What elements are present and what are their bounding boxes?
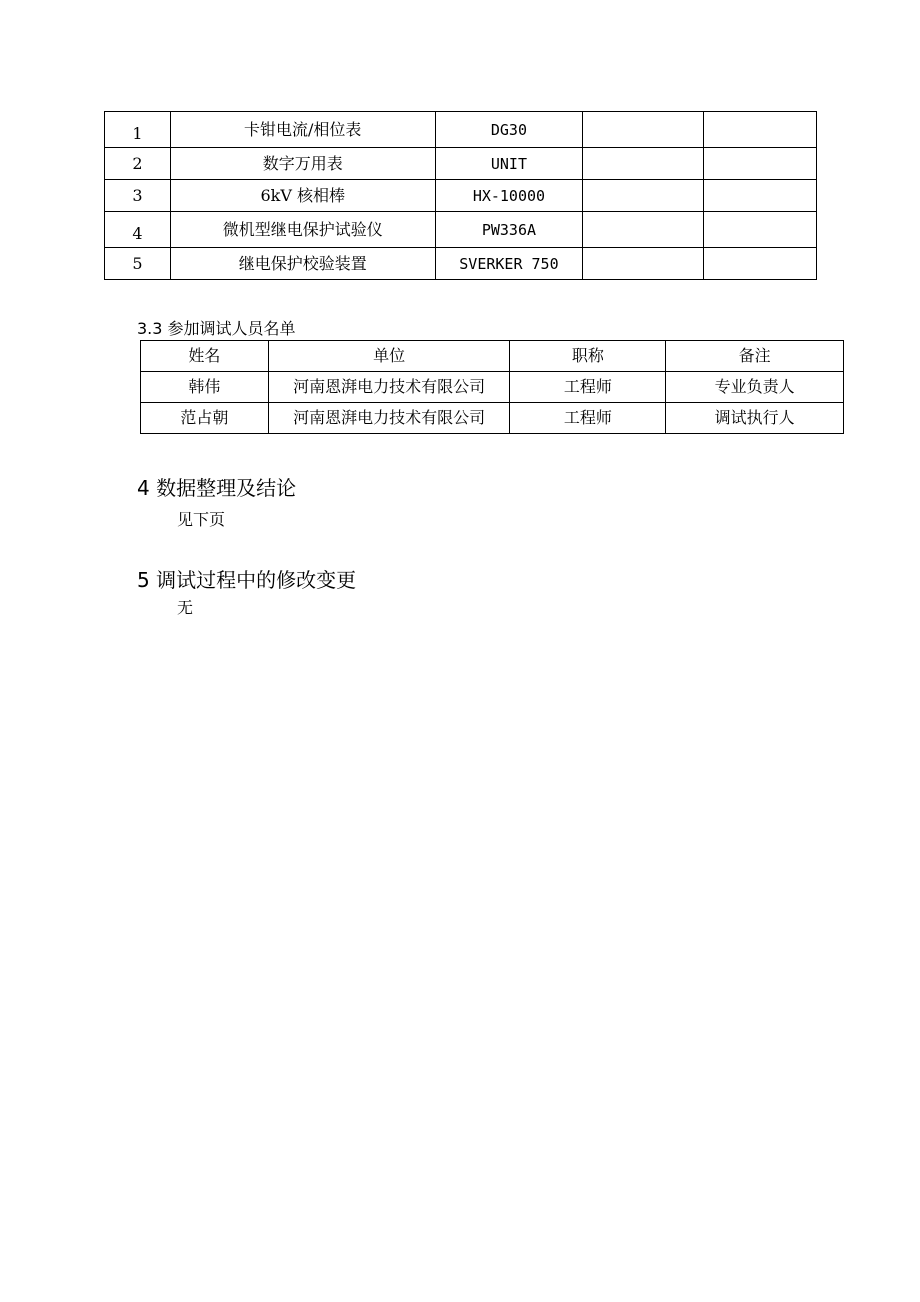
equipment-cell-empty: [704, 112, 817, 148]
equipment-cell-empty: [583, 112, 704, 148]
equipment-model: SVERKER 750: [435, 248, 583, 280]
section-5-heading: 5 调试过程中的修改变更: [137, 568, 357, 592]
equipment-name: 数字万用表: [170, 148, 435, 180]
equipment-name: 继电保护校验装置: [170, 248, 435, 280]
equipment-cell-empty: [583, 212, 704, 248]
equipment-no: 1: [105, 112, 171, 148]
equipment-no: 3: [105, 180, 171, 212]
personnel-table: [140, 340, 844, 434]
person-name: 范占朝: [141, 403, 269, 434]
equipment-cell-empty: [583, 180, 704, 212]
section-4-heading: 4 数据整理及结论: [137, 476, 297, 500]
table-row: [105, 148, 817, 180]
person-name: 韩伟: [141, 372, 269, 403]
person-unit: 河南恩湃电力技术有限公司: [268, 403, 510, 434]
equipment-no: 5: [105, 248, 171, 280]
equipment-name: 6kV 核相棒: [170, 180, 435, 212]
column-header-title: 职称: [510, 341, 666, 372]
equipment-model: UNIT: [435, 148, 583, 180]
equipment-cell-empty: [583, 148, 704, 180]
equipment-model: HX-10000: [435, 180, 583, 212]
table-row: [105, 212, 817, 248]
person-title: 工程师: [510, 372, 666, 403]
person-unit: 河南恩湃电力技术有限公司: [268, 372, 510, 403]
equipment-model: PW336A: [435, 212, 583, 248]
column-header-note: 备注: [666, 341, 844, 372]
section-4-text: 见下页: [177, 510, 226, 529]
person-title: 工程师: [510, 403, 666, 434]
table-row: [141, 372, 844, 403]
equipment-name: 卡钳电流/相位表: [170, 112, 435, 148]
table-row: [105, 248, 817, 280]
equipment-no: 4: [105, 212, 171, 248]
person-note: 调试执行人: [666, 403, 844, 434]
equipment-cell-empty: [704, 248, 817, 280]
equipment-model: DG30: [435, 112, 583, 148]
equipment-table: [104, 111, 817, 280]
section-3-3-heading: 3.3 参加调试人员名单: [137, 319, 296, 338]
equipment-no: 2: [105, 148, 171, 180]
person-note: 专业负责人: [666, 372, 844, 403]
equipment-cell-empty: [704, 180, 817, 212]
table-row: [105, 180, 817, 212]
equipment-name: 微机型继电保护试验仪: [170, 212, 435, 248]
equipment-cell-empty: [583, 248, 704, 280]
table-row: [141, 403, 844, 434]
equipment-cell-empty: [704, 212, 817, 248]
equipment-cell-empty: [704, 148, 817, 180]
section-5-text: 无: [177, 598, 194, 617]
table-header-row: [141, 341, 844, 372]
column-header-name: 姓名: [141, 341, 269, 372]
table-row: [105, 112, 817, 148]
column-header-unit: 单位: [268, 341, 510, 372]
